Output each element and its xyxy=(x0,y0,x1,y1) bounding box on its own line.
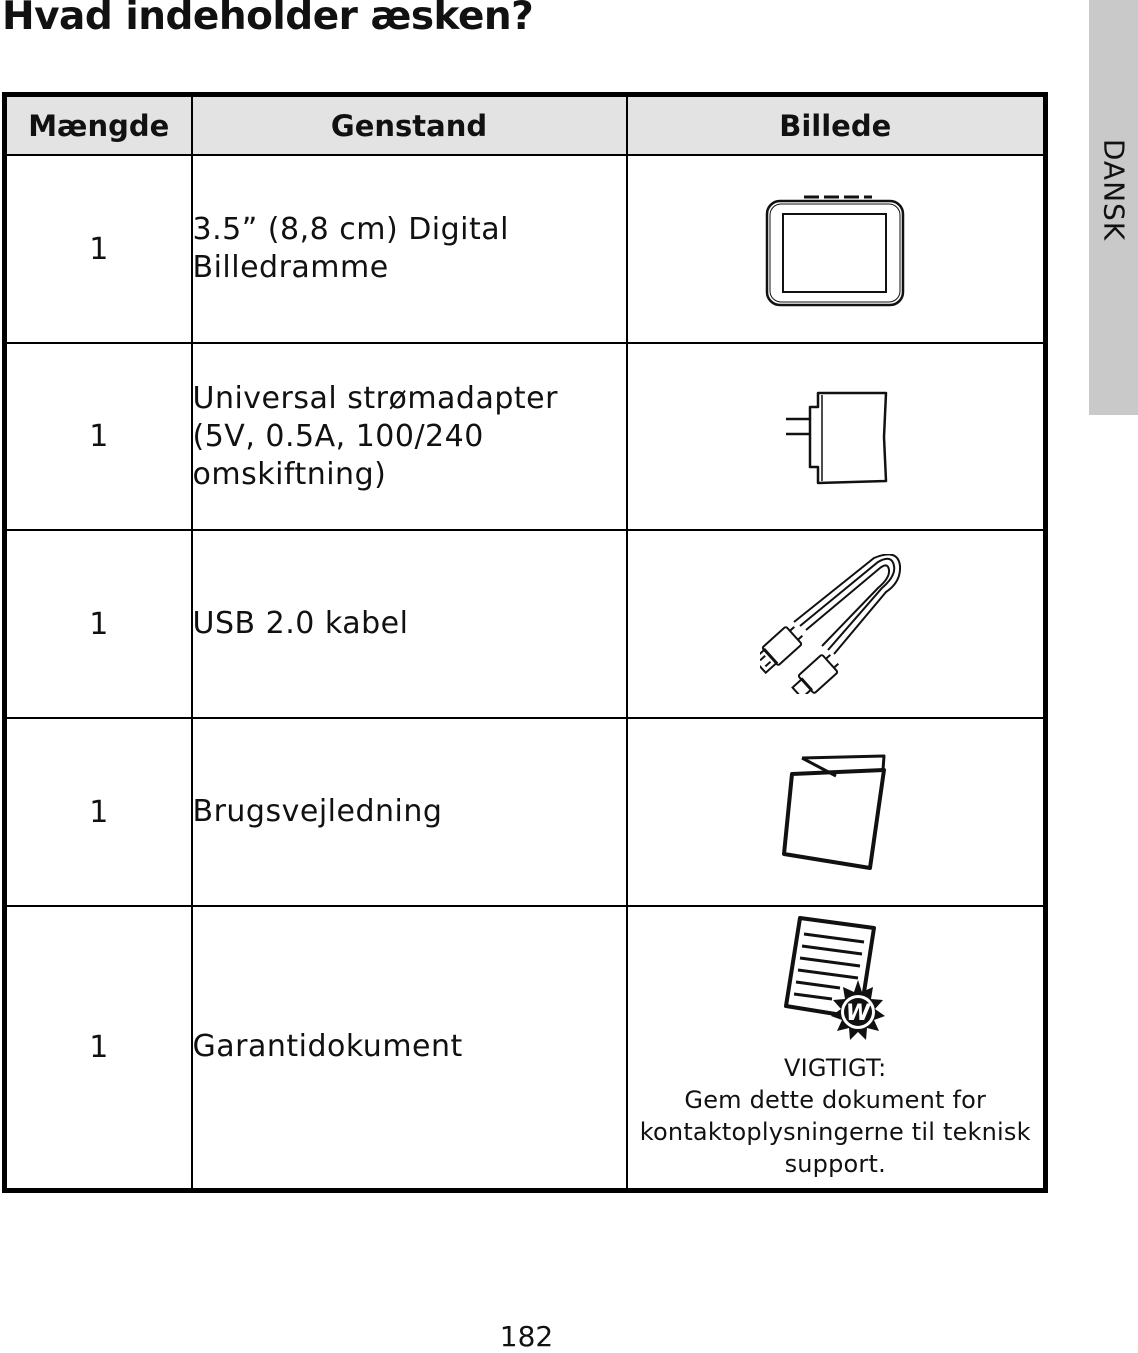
warranty-seal-letter: W xyxy=(846,1001,871,1027)
table-row xyxy=(5,718,1046,906)
warranty-note xyxy=(628,1052,1044,1180)
table-row xyxy=(5,343,1046,530)
digital-photo-frame-icon xyxy=(764,189,906,309)
header-item: Genstand xyxy=(192,95,627,156)
table-row xyxy=(5,155,1046,343)
warranty-note-heading: VIGTIGT: xyxy=(784,1054,887,1083)
row-item: Universal strømadapter (5V, 0.5A, 100/240 omskiftning) xyxy=(192,343,627,530)
row-item: 3.5” (8,8 cm) Digital Billedramme xyxy=(192,155,627,343)
header-quantity: Mængde xyxy=(5,95,192,156)
row-item: Brugsvejledning xyxy=(192,718,627,906)
table-row xyxy=(5,906,1046,1190)
page-number: 182 xyxy=(499,1320,554,1353)
row-quantity: 1 xyxy=(5,530,192,718)
table-header-row xyxy=(5,95,1046,156)
table-row xyxy=(5,530,1046,718)
manual-booklet-icon xyxy=(780,752,890,872)
row-quantity: 1 xyxy=(5,906,192,1190)
row-quantity: 1 xyxy=(5,718,192,906)
header-image: Billede xyxy=(627,95,1046,156)
box-contents-table xyxy=(2,92,1048,1193)
row-item: Garantidokument xyxy=(192,906,627,1190)
power-adapter-icon xyxy=(780,387,890,487)
warranty-document-icon xyxy=(780,914,890,1044)
row-item: USB 2.0 kabel xyxy=(192,530,627,718)
language-tab-label: DANSK xyxy=(1097,138,1131,242)
page-title: Hvad indeholder æsken? xyxy=(2,0,534,39)
usb-cable-icon xyxy=(760,554,910,694)
row-quantity: 1 xyxy=(5,343,192,530)
row-quantity: 1 xyxy=(5,155,192,343)
warranty-note-text: Gem dette dokument for kontaktoplysningerne til teknisk support. xyxy=(639,1086,1031,1179)
